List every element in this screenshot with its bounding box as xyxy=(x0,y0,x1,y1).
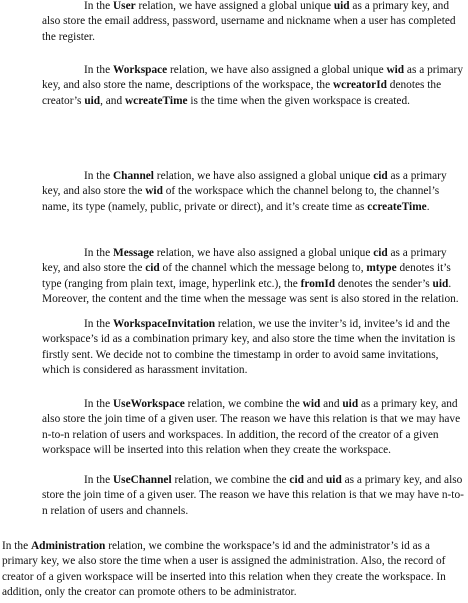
bold-term: cid xyxy=(373,170,388,182)
bold-term: cid xyxy=(373,247,388,259)
paragraph-channel-relation xyxy=(42,169,464,215)
bold-term: wcreatorId xyxy=(332,79,387,92)
bold-term: User xyxy=(112,0,136,12)
text-run: relation, we combine the xyxy=(171,474,290,486)
bold-term: mtype xyxy=(366,262,397,275)
bold-term: Workspace xyxy=(112,64,168,76)
text-run: In the xyxy=(84,247,113,259)
bold-term: Message xyxy=(112,247,154,259)
paragraph-use-channel-relation xyxy=(42,473,464,519)
text-run: of the channel which the message belong to, xyxy=(159,262,367,275)
text-run: In the xyxy=(84,474,113,486)
text-run: relation, we combine the xyxy=(184,398,303,410)
bold-term: UseWorkspace xyxy=(112,398,185,410)
bold-term: cid xyxy=(145,262,160,275)
paragraph-message-relation xyxy=(42,246,464,307)
text-run: as a primary key, and also store the name, descriptions of the workspace, the xyxy=(42,64,463,92)
paragraph-administration-relation xyxy=(2,539,464,600)
bold-term: uid xyxy=(84,94,101,107)
text-run: relation, we combine the workspace’s id and the administrator’s id as a primary key, we also store the time when a user is assigned the administration. Also, the record of creator of a given workspace will be inserted into this relation when they create the workspace. In addition, only the creator can promote others to be administrator. xyxy=(2,540,446,598)
text-run: In the xyxy=(84,0,113,12)
bold-term: Administration xyxy=(30,540,106,552)
bold-term: wcreateTime xyxy=(124,94,188,107)
text-run: In the xyxy=(2,540,31,552)
text-run: In the xyxy=(84,170,113,182)
text-run: denotes it’s type (ranging from plain text, image, hyperlink etc.), the xyxy=(42,262,451,290)
text-run: as a primary key, and also store the email address, password, username and nickname when a user has completed the register. xyxy=(42,0,456,43)
text-run: In the xyxy=(84,318,113,330)
text-run: as a primary key, and also store the xyxy=(42,247,447,275)
paragraph-use-workspace-relation xyxy=(42,397,464,458)
bold-term: fromId xyxy=(300,277,336,290)
bold-term: cid xyxy=(289,474,304,486)
bold-term: UseChannel xyxy=(112,474,172,486)
text-run: In the xyxy=(84,64,113,76)
text-run: . xyxy=(426,200,430,213)
bold-term: wid xyxy=(145,185,163,198)
bold-term: wid xyxy=(386,64,405,76)
text-run: In the xyxy=(84,398,113,410)
text-run: as a primary key, and also store the join time of a given user. The reason we have this relation is that we may have n-to-n relation of users and channels. xyxy=(42,474,464,517)
paragraph-workspace-relation xyxy=(42,63,464,109)
text-run: relation, we have also assigned a global unique xyxy=(167,64,387,76)
paragraph-user-relation xyxy=(42,0,464,45)
text-run: as a primary key, and also store the join time of a given user. The reason we have this relation is that we may have n-to-n relation of users and workspaces. In addition, the record of the creator of a given workspace will be inserted into this relation when they create the workspace. xyxy=(42,398,461,456)
bold-term: uid xyxy=(325,474,342,486)
bold-term: uid xyxy=(333,0,350,12)
bold-term: wid xyxy=(302,398,321,410)
text-run: is the time when the given workspace is created. xyxy=(187,94,410,107)
bold-term: uid xyxy=(342,398,359,410)
text-run: , and xyxy=(100,94,125,107)
text-run: relation, we use the inviter’s id, invitee’s id and the workspace’s id as a combination primary key, and also store the time when the invitation is firstly sent. We decide not to combine the timestamp in order to avoid same invitations, which is considered as harassment invitation. xyxy=(42,318,456,376)
text-run: of the workspace which the channel belong to, the channel’s name, its type (namely, public, private or direct), and it’s create time as xyxy=(42,185,440,213)
bold-term: Channel xyxy=(112,170,154,182)
text-run: and xyxy=(320,398,343,410)
text-run: as a primary key, and also store the xyxy=(42,170,447,198)
text-run: . Moreover, the content and the time when the message was sent is also stored in the relation. xyxy=(42,277,459,305)
bold-term: WorkspaceInvitation xyxy=(112,318,216,330)
text-run: and xyxy=(303,474,326,486)
text-run: denotes the sender’s xyxy=(335,277,433,290)
text-run: relation, we have also assigned a global unique xyxy=(153,170,374,182)
bold-term: uid xyxy=(432,277,449,290)
bold-term: ccreateTime xyxy=(367,200,427,213)
text-run: denotes the creator’s xyxy=(42,79,442,107)
text-run: relation, we have assigned a global unique xyxy=(135,0,334,12)
paragraph-workspace-invitation-relation xyxy=(42,317,464,378)
text-run: relation, we have also assigned a global unique xyxy=(153,247,374,259)
